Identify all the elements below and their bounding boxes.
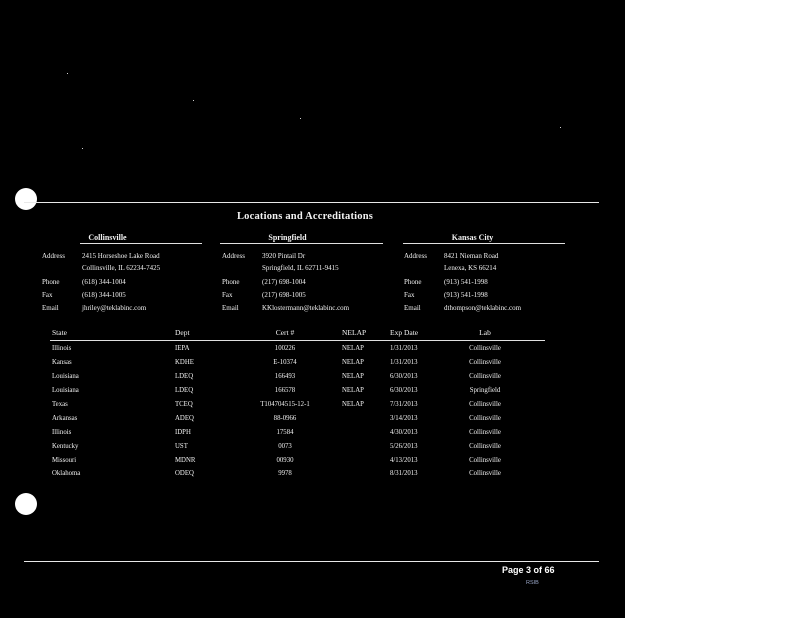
cell-dept: IEPA — [175, 345, 190, 352]
fax-label: Fax — [222, 291, 233, 299]
cell-dept: TCEQ — [175, 401, 193, 408]
cell-dept: LDEQ — [175, 387, 194, 394]
cell-exp-date: 1/31/2013 — [390, 359, 418, 366]
cell-lab: Springfield — [469, 387, 501, 394]
address-line2: Lenexa, KS 66214 — [444, 264, 497, 272]
email-label: Email — [42, 304, 59, 312]
cell-lab: Collinsville — [469, 415, 501, 422]
page-number: Page 3 of 66 — [502, 565, 555, 575]
cell-cert: 00930 — [276, 457, 294, 464]
cell-state: Oklahoma — [52, 470, 81, 477]
cell-state: Louisiana — [52, 387, 79, 394]
fax-value: (618) 344-1005 — [82, 291, 126, 299]
cell-state: Arkansas — [52, 415, 78, 422]
cell-exp-date: 4/30/2013 — [390, 429, 418, 436]
table-header-cert: Cert # — [275, 328, 295, 337]
cell-nelap: NELAP — [342, 359, 364, 366]
cell-exp-date: 6/30/2013 — [390, 387, 418, 394]
phone-value: (913) 541-1998 — [444, 278, 488, 286]
cell-lab: Collinsville — [469, 359, 501, 366]
address-line1: 2415 Horseshoe Lake Road — [82, 252, 160, 260]
page-title: Locations and Accreditations — [236, 211, 374, 222]
cell-dept: ODEQ — [175, 470, 194, 477]
phone-label: Phone — [42, 278, 60, 286]
cell-exp-date: 3/14/2013 — [390, 415, 418, 422]
footer-rule — [24, 561, 599, 562]
phone-label: Phone — [404, 278, 422, 286]
cell-dept: LDEQ — [175, 373, 194, 380]
cell-lab: Collinsville — [469, 429, 501, 436]
scan-speck — [82, 148, 83, 149]
cell-dept: MDNR — [175, 457, 196, 464]
cell-state: Texas — [52, 401, 68, 408]
binder-hole-top — [15, 188, 37, 210]
cell-cert: 9978 — [278, 470, 292, 477]
cell-nelap: NELAP — [342, 401, 364, 408]
cell-lab: Collinsville — [469, 373, 501, 380]
cell-lab: Collinsville — [469, 401, 501, 408]
table-header-dept: Dept — [175, 328, 190, 337]
email-value: dthompson@teklabinc.com — [444, 304, 522, 312]
scan-speck — [67, 73, 68, 74]
cell-exp-date: 4/13/2013 — [390, 457, 418, 464]
phone-value: (618) 344-1004 — [82, 278, 126, 286]
cell-cert: 166493 — [274, 373, 296, 380]
scan-speck — [560, 127, 561, 128]
cell-cert: 88-0966 — [273, 415, 297, 422]
cell-dept: IDPH — [175, 429, 191, 436]
cell-nelap: NELAP — [342, 373, 364, 380]
phone-label: Phone — [222, 278, 240, 286]
header-rule — [24, 202, 599, 203]
location-heading-springfield: Springfield — [268, 233, 307, 242]
fax-value: (217) 698-1005 — [262, 291, 306, 299]
table-header-exp-date: Exp Date — [390, 328, 419, 337]
table-header-nelap: NELAP — [342, 328, 367, 337]
cell-cert: 166578 — [274, 387, 296, 394]
cell-state: Illinois — [52, 429, 72, 436]
phone-value: (217) 698-1004 — [262, 278, 306, 286]
location-underline — [403, 243, 565, 244]
cell-cert: 17584 — [276, 429, 294, 436]
table-header-lab: Lab — [479, 328, 491, 337]
table-header-rule — [50, 340, 545, 341]
cell-state: Louisiana — [52, 373, 79, 380]
cell-cert: 100226 — [274, 345, 296, 352]
cell-cert: E-10374 — [273, 359, 297, 366]
cell-lab: Collinsville — [469, 470, 501, 477]
cell-exp-date: 7/31/2013 — [390, 401, 418, 408]
binder-hole-bottom — [15, 493, 37, 515]
fax-value: (913) 541-1998 — [444, 291, 488, 299]
cell-lab: Collinsville — [469, 345, 501, 352]
cell-state: Kentucky — [52, 443, 79, 450]
location-heading-kansas-city: Kansas City — [451, 233, 494, 242]
email-value: jhriley@teklabinc.com — [82, 304, 147, 312]
cell-state: Missouri — [52, 457, 77, 464]
cell-exp-date: 5/26/2013 — [390, 443, 418, 450]
cell-state: Kansas — [52, 359, 72, 366]
address-label: Address — [42, 252, 65, 260]
cell-exp-date: 6/30/2013 — [390, 373, 418, 380]
address-line2: Collinsville, IL 62234-7425 — [82, 264, 161, 272]
cell-dept: UST — [175, 443, 188, 450]
address-line1: 8421 Nieman Road — [444, 252, 499, 260]
cell-state: Illinois — [52, 345, 72, 352]
cell-lab: Collinsville — [469, 443, 501, 450]
scan-speck — [300, 118, 301, 119]
address-line1: 3920 Pintail Dr — [262, 252, 306, 260]
address-label: Address — [404, 252, 427, 260]
cell-exp-date: 1/31/2013 — [390, 345, 418, 352]
fax-label: Fax — [404, 291, 415, 299]
email-label: Email — [222, 304, 239, 312]
cell-dept: ADEQ — [175, 415, 194, 422]
scan-speck — [193, 100, 194, 101]
location-underline — [220, 243, 383, 244]
cell-nelap: NELAP — [342, 387, 364, 394]
cell-cert: T104704515-12-1 — [260, 401, 310, 408]
location-heading-collinsville: Collinsville — [88, 233, 127, 242]
table-header-state: State — [52, 328, 67, 337]
footer-stamp: RSIB — [526, 580, 539, 586]
cell-exp-date: 8/31/2013 — [390, 470, 418, 477]
address-label: Address — [222, 252, 245, 260]
fax-label: Fax — [42, 291, 53, 299]
cell-dept: KDHE — [175, 359, 194, 366]
cell-cert: 0073 — [278, 443, 292, 450]
email-value: KKlostermann@teklabinc.com — [262, 304, 350, 312]
location-underline — [80, 243, 202, 244]
cell-nelap: NELAP — [342, 345, 364, 352]
address-line2: Springfield, IL 62711-9415 — [262, 264, 339, 272]
cell-lab: Collinsville — [469, 457, 501, 464]
email-label: Email — [404, 304, 421, 312]
